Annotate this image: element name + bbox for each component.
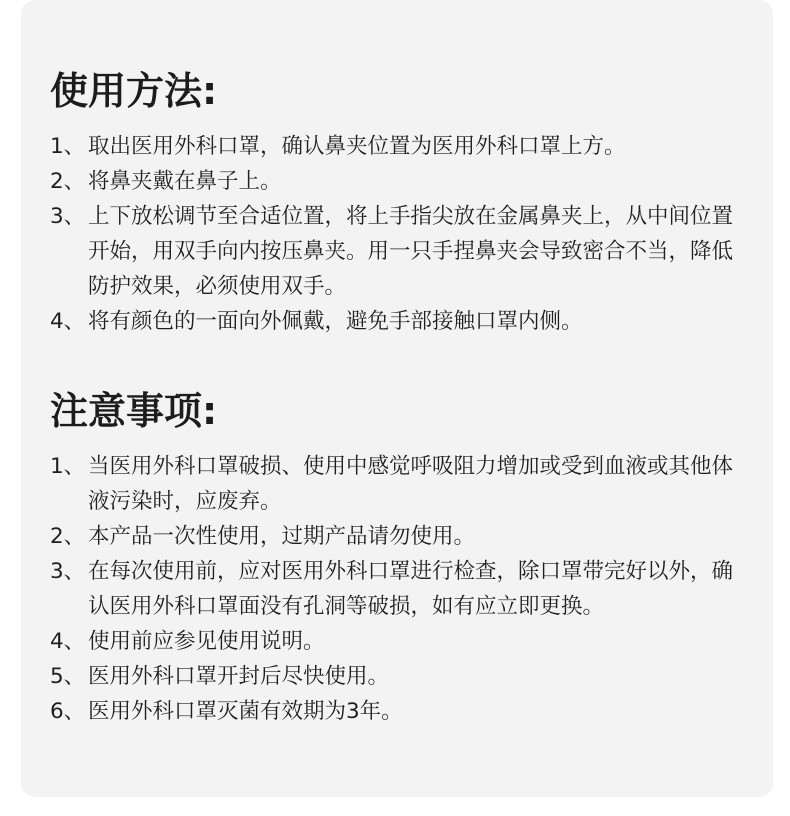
list-item-number: 2、 (50, 524, 86, 549)
list-item-text: 医用外科口罩开封后尽快使用。 (88, 664, 390, 689)
list-item (50, 659, 750, 694)
list-item (50, 554, 750, 624)
notes-list (50, 449, 750, 729)
list-item-text: 将鼻夹戴在鼻子上。 (88, 169, 282, 194)
list-item (50, 129, 750, 164)
list-item-text: 在每次使用前，应对医用外科口罩进行检查，除口罩带完好以外，确认医用外科口罩面没有孔洞等破损，如有应立即更换。 (88, 559, 734, 619)
list-item-text: 上下放松调节至合适位置，将上手指尖放在金属鼻夹上，从中间位置开始，用双手向内按压鼻夹。用一只手捏鼻夹会导致密合不当，降低防护效果，必须使用双手。 (88, 204, 734, 299)
list-item-number: 5、 (50, 664, 86, 689)
list-item-number: 2、 (50, 169, 86, 194)
notes-section-title: 注意事项: (50, 389, 218, 433)
list-item-number: 3、 (50, 204, 86, 229)
list-item (50, 304, 750, 339)
list-item-text: 取出医用外科口罩，确认鼻夹位置为医用外科口罩上方。 (88, 134, 626, 159)
list-item-number: 6、 (50, 699, 86, 724)
list-item-text: 当医用外科口罩破损、使用中感觉呼吸阻力增加或受到血液或其他体液污染时，应废弃。 (88, 454, 734, 514)
list-item-number: 1、 (50, 454, 86, 479)
list-item (50, 624, 750, 659)
usage-list (50, 129, 750, 339)
list-item-number: 1、 (50, 134, 86, 159)
list-item-text: 本产品一次性使用，过期产品请勿使用。 (88, 524, 476, 549)
list-item-text: 将有颜色的一面向外佩戴，避免手部接触口罩内侧。 (88, 309, 583, 334)
list-item-text: 医用外科口罩灭菌有效期为3年。 (88, 699, 403, 724)
list-item (50, 694, 750, 729)
usage-section-title: 使用方法: (50, 69, 218, 113)
list-item (50, 164, 750, 199)
list-item-text: 使用前应参见使用说明。 (88, 629, 325, 654)
list-item-number: 3、 (50, 559, 86, 584)
list-item (50, 199, 750, 304)
list-item (50, 519, 750, 554)
list-item (50, 449, 750, 519)
list-item-number: 4、 (50, 629, 86, 654)
list-item-number: 4、 (50, 309, 86, 334)
